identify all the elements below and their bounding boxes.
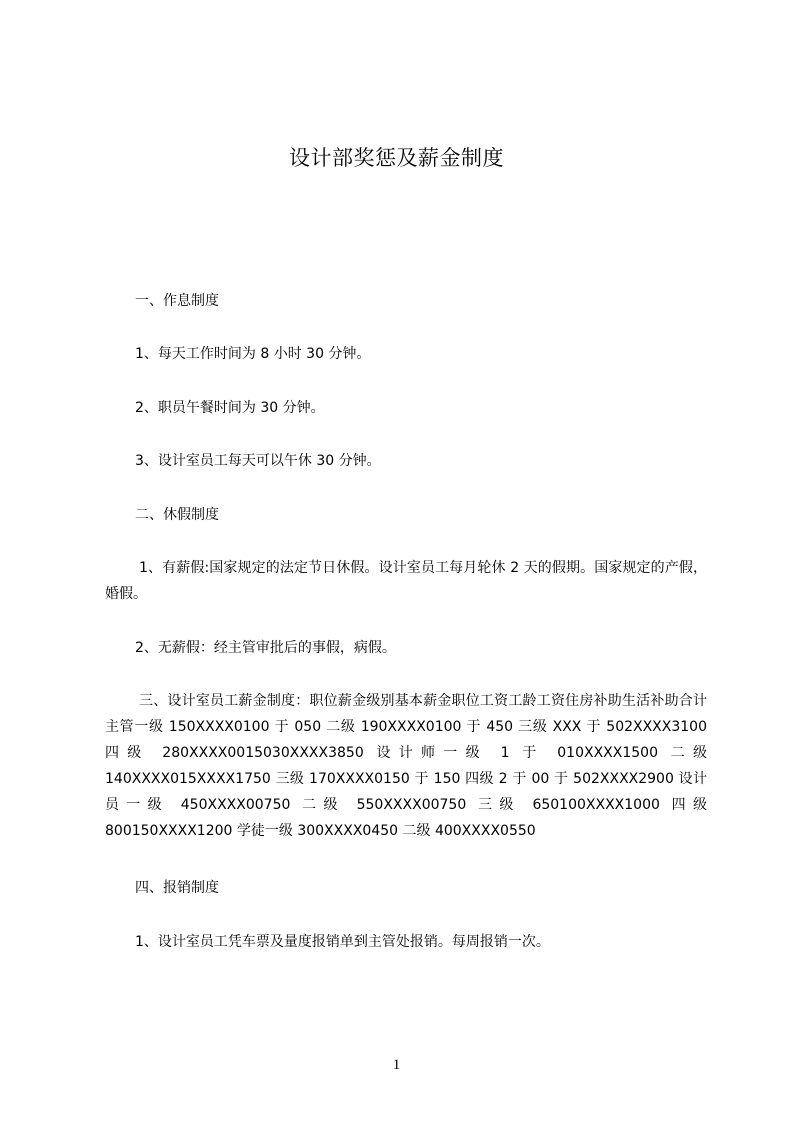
- paragraph-reimbursement: 1、设计室员工凭车票及量度报销单到主管处报销。每周报销一次。: [135, 934, 550, 950]
- document-title: 设计部奖惩及薪金制度: [289, 146, 504, 170]
- section-heading-leave: 二、休假制度: [135, 507, 219, 523]
- section-salary-system: 三、设计室员工薪金制度：职位薪金级别基本薪金职位工资工龄工资住房补助生活补助合计主管一级 150XXXX0100 于 050 二级 190XXXX0100 于 450 三级 XXX 于 502XXXX3100 四级 280XXXX0015030XXXX3850 设计师一级 1 于 010XXXX1500 二级 140XXXX015XXXX1750 三级 170XXXX0150 于 150 四级 2 于 00 于 502XXXX2900 设计员一级 450XXXX00750 二级 550XXXX00750 三级 650100XXXX1000 四级 800150XXXX1200 学徒一级 300XXXX0450 二级 400XXXX0550: [105, 693, 707, 839]
- paragraph-paid-leave: 1、有薪假:国家规定的法定节日休假。设计室员工每月轮休 2 天的假期。国家规定的产假，婚假。: [105, 560, 707, 602]
- section-heading-reimbursement: 四、报销制度: [135, 880, 219, 896]
- page-number: 1: [392, 1057, 401, 1073]
- paragraph-unpaid-leave: 2、无薪假：经主管审批后的事假，病假。: [135, 640, 396, 656]
- section-heading-work-hours: 一、作息制度: [135, 293, 219, 309]
- paragraph-lunch-time: 2、职员午餐时间为 30 分钟。: [135, 400, 325, 416]
- paragraph-daily-hours: 1、每天工作时间为 8 小时 30 分钟。: [135, 346, 371, 362]
- paragraph-nap-time: 3、设计室员工每天可以午休 30 分钟。: [135, 453, 381, 469]
